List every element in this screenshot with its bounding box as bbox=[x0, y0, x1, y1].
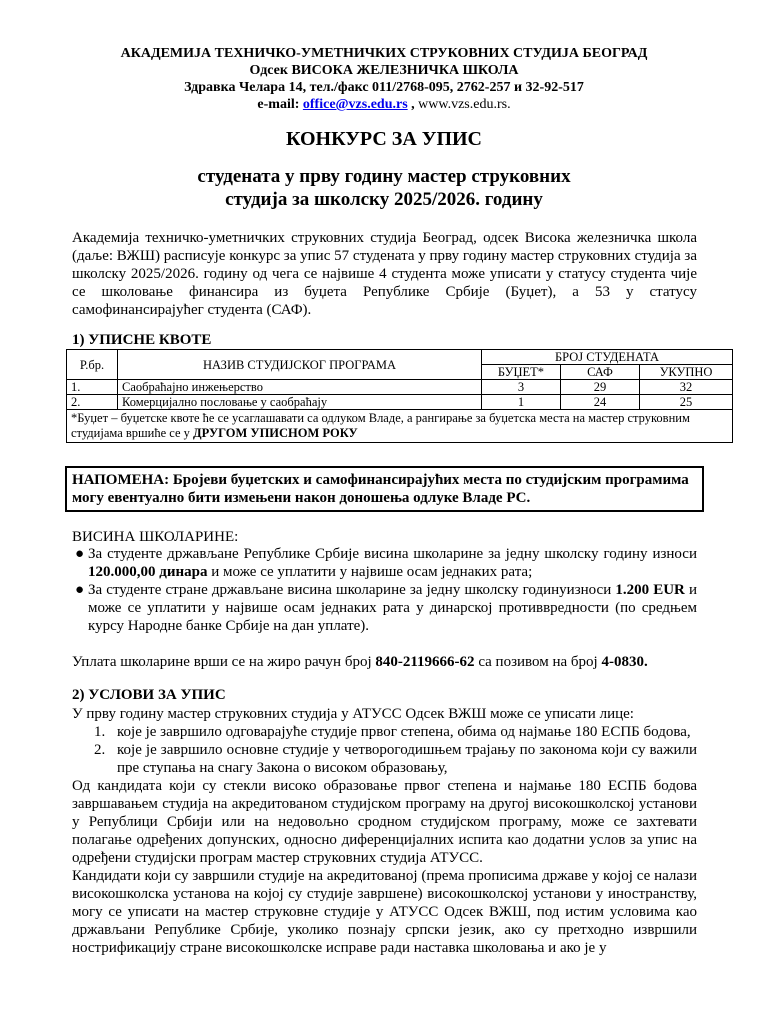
note-label: НАПОМЕНА: bbox=[72, 472, 170, 488]
note-box bbox=[65, 466, 704, 512]
contact-separator: , bbox=[411, 97, 415, 112]
tuition-list bbox=[72, 545, 697, 635]
item-text: које је завршило одговарајуће студије првог степена, обима од најмање 180 ЕСПБ бодова, bbox=[117, 724, 691, 740]
item-text: које је завршило основне студије у четворогодишњем трајању по законома који су важили пре ступања на снагу Закона о високом образовању, bbox=[117, 742, 697, 776]
row-budget: 1 bbox=[482, 395, 561, 410]
website-text: www.vzs.edu.rs. bbox=[418, 97, 511, 112]
table-row bbox=[67, 395, 733, 410]
page-title: КОНКУРС ЗА УПИС bbox=[285, 128, 483, 150]
quota-table bbox=[66, 349, 733, 443]
institution-name: АКАДЕМИЈА ТЕХНИЧКО-УМЕТНИЧКИХ СТРУКОВНИХ СТУДИЈА БЕОГРАД bbox=[120, 46, 648, 61]
section-1-heading: 1) УПИСНЕ КВОТЕ bbox=[72, 332, 212, 348]
section-2-heading: 2) УСЛОВИ ЗА УПИС bbox=[72, 687, 226, 703]
intro-paragraph: Академија техничко-уметничких струковних студија Београд, одсек Висока железничка школа (даље: ВЖШ) расписује конкурс за упис 57 студената у прву годину мастер струковних студија за школску 2025/2026. годину од чега се највише 4 студента може уписати у статусу студента чије се школовање финансира из буџета Републике Србије (Буџет), а 53 у статусу самофинансирајућег студента (САФ). bbox=[72, 230, 697, 318]
row-budget: 3 bbox=[482, 380, 561, 395]
page-subtitle bbox=[0, 165, 768, 211]
tuition-heading: ВИСИНА ШКОЛАРИНЕ: bbox=[72, 529, 239, 545]
row-program: Саобраћајно инжењерство bbox=[118, 380, 482, 395]
subtitle-line-2: студија за школску 2025/2026. годину bbox=[225, 189, 543, 210]
payment-reference: 4-0830. bbox=[601, 654, 648, 670]
email-link[interactable]: office@vzs.edu.rs bbox=[302, 97, 408, 112]
subtitle-line-1: студената у прву годину мастер струковних bbox=[197, 166, 571, 187]
row-program: Комерцијално пословање у саобраћају bbox=[118, 395, 482, 410]
payment-text-mid: са позивом на број bbox=[478, 654, 598, 670]
address-line: Здравка Челара 14, тел./факс 011/2768-095, 2762-257 и 32-92-517 bbox=[184, 80, 584, 95]
row-saf: 24 bbox=[561, 395, 640, 410]
row-total: 25 bbox=[640, 395, 733, 410]
paragraph-foreign-candidates: Кандидати који су завршили студије на акредитованој (према прописима државе у којој се налази високошколска установа на којој су студије завршене) високошколској установи у иностранству, могу се уписати на мастер струковне студије у АТУСС Одсек ВЖШ, под истим условима као држављани Републике Србије, уколико познају српски језик, ако су претходно извршили нострификацију стране високошколске исправе ради наставка школовања и ако је у bbox=[72, 868, 697, 956]
tuition-text: За студенте стране држављане висина школарине за једну школску годинуизноси bbox=[88, 582, 612, 598]
item-number: 1. bbox=[94, 724, 106, 740]
list-item bbox=[72, 741, 697, 777]
list-item bbox=[72, 581, 697, 635]
header-student-count: БРОЈ СТУДЕНАТА bbox=[482, 350, 733, 365]
note-text: Бројеви буџетских и самофинансирајућих места по студијским програмима могу евентуално бити измењени након доношења одлуке Владе РС. bbox=[72, 472, 689, 506]
conditions-list bbox=[72, 723, 697, 777]
bullet-icon: ● bbox=[75, 582, 85, 598]
table-footnote bbox=[67, 410, 733, 443]
row-rbr: 1. bbox=[67, 380, 118, 395]
tuition-amount: 1.200 EUR bbox=[615, 582, 685, 598]
item-number: 2. bbox=[94, 742, 106, 758]
tuition-text-end: и може се уплатити у највише осам једнаких рата у динарској противвредности (по средњем курсу Народне банке Србије на дан уплате). bbox=[88, 582, 698, 634]
footnote-bold: ДРУГОМ УПИСНОМ РОКУ bbox=[193, 426, 358, 440]
department-name: Одсек ВИСОКА ЖЕЛЕЗНИЧКА ШКОЛА bbox=[249, 63, 519, 78]
table-footnote-row bbox=[67, 410, 733, 443]
payment-paragraph bbox=[72, 653, 697, 671]
tuition-amount: 120.000,00 динара bbox=[88, 564, 208, 580]
payment-account: 840-2119666-62 bbox=[375, 654, 475, 670]
header-total: УКУПНО bbox=[640, 365, 733, 380]
footnote-text: *Буџет – буџетске квоте ће се усаглашавати са одлуком Владе, а рангирање за буџетска места на мастер струковним студијама вршиће се у bbox=[71, 411, 690, 440]
paragraph-differential-exams: Од кандидата који су стекли високо образовање првог степена и најмање 180 ЕСПБ бодова завршавањем студија на акредитованом студијском програму на другој високошколској установи у Републици Србији или на недовољно сродном студијском програму, може се захтевати полагање одређених допунских, односно диференцијалних испита као додатни услов за упис на одређени студијски програм мастер струковних студија АТУСС. bbox=[72, 778, 697, 866]
tuition-text: За студенте држављане Републике Србије висина школарине за једну школску годину износи bbox=[88, 546, 697, 562]
table-header-row bbox=[67, 350, 733, 365]
bullet-icon: ● bbox=[75, 546, 85, 562]
header-budget: БУЏЕТ* bbox=[482, 365, 561, 380]
list-item bbox=[72, 723, 697, 741]
row-rbr: 2. bbox=[67, 395, 118, 410]
contact-line bbox=[0, 96, 768, 113]
section-2-intro: У прву годину мастер струковних студија у АТУСС Одсек ВЖШ може се уписати лице: bbox=[72, 706, 634, 722]
row-total: 32 bbox=[640, 380, 733, 395]
table-row bbox=[67, 380, 733, 395]
email-label: e-mail: bbox=[257, 97, 300, 112]
header-program-name: НАЗИВ СТУДИЈСКОГ ПРОГРАМА bbox=[118, 350, 482, 380]
tuition-text-end: и може се уплатити у највише осам једнаких рата; bbox=[211, 564, 533, 580]
list-item bbox=[72, 545, 697, 581]
header-rbr: Р.бр. bbox=[67, 350, 118, 380]
row-saf: 29 bbox=[561, 380, 640, 395]
payment-text: Уплата школарине врши се на жиро рачун број bbox=[72, 654, 372, 670]
header-saf: САФ bbox=[561, 365, 640, 380]
